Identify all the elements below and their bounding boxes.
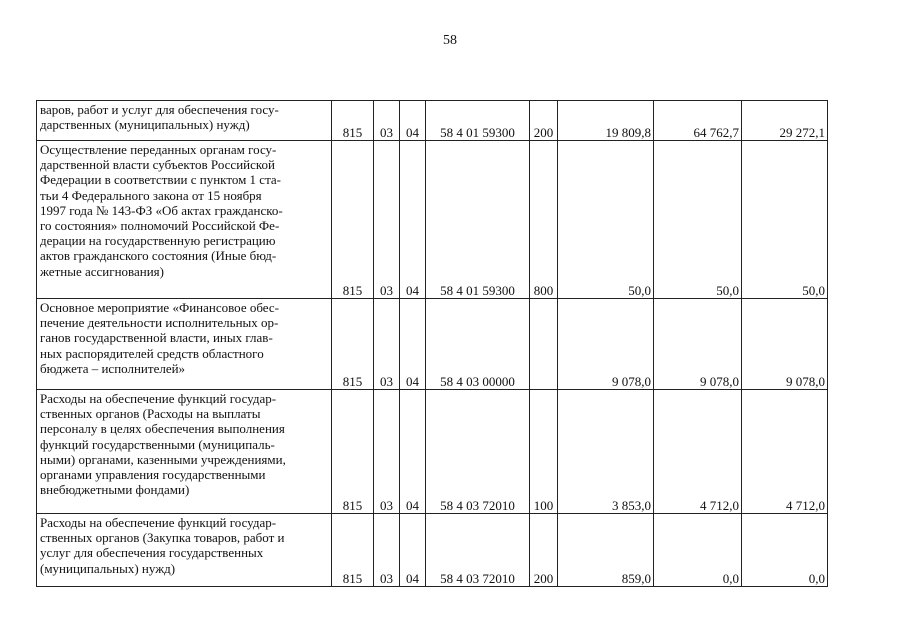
description-line: жетные ассигнования): [40, 263, 164, 279]
expense-type-code: 200: [530, 514, 558, 587]
subsection-code: 04: [400, 141, 426, 299]
section-code: 03: [374, 514, 400, 587]
table-row: [37, 141, 828, 299]
target-article-code: 58 4 01 59300: [426, 101, 530, 141]
description-line: актов гражданского состояния (Иные бюд-: [40, 248, 277, 264]
amount-year-3: 0,0: [742, 514, 828, 587]
row-description: [37, 141, 332, 299]
description-line: ганов государственной власти, иных глав-: [40, 330, 273, 346]
subsection-code: 04: [400, 299, 426, 390]
description-line: услуг для обеспечения государственных: [40, 545, 264, 561]
section-code: 03: [374, 101, 400, 141]
description-line: го состояния» полномочий Российской Фе-: [40, 218, 280, 234]
description-line: персоналу в целях обеспечения выполнения: [40, 421, 285, 437]
description-line: печение деятельности исполнительных ор-: [40, 315, 279, 331]
table-row: [37, 299, 828, 390]
description-line: Основное мероприятие «Финансовое обес-: [40, 300, 279, 315]
description-line: варов, работ и услуг для обеспечения госу-: [40, 102, 279, 117]
description-line: ственных органов (Закупка товаров, работ и: [40, 530, 285, 546]
description-line: Расходы на обеспечение функций государ-: [40, 515, 277, 530]
ministry-code: 815: [332, 299, 374, 390]
description-line: дарственных (муниципальных) нужд): [40, 117, 250, 133]
section-code: 03: [374, 141, 400, 299]
target-article-code: 58 4 03 72010: [426, 390, 530, 514]
expense-type-code: 200: [530, 101, 558, 141]
amount-year-3: 29 272,1: [742, 101, 828, 141]
amount-year-1: 859,0: [558, 514, 654, 587]
row-description: [37, 390, 332, 514]
description-line: Расходы на обеспечение функций государ-: [40, 391, 277, 406]
target-article-code: 58 4 01 59300: [426, 141, 530, 299]
amount-year-2: 9 078,0: [654, 299, 742, 390]
description-line: ственных органов (Расходы на выплаты: [40, 406, 261, 422]
amount-year-1: 19 809,8: [558, 101, 654, 141]
target-article-code: 58 4 03 00000: [426, 299, 530, 390]
budget-table: [36, 100, 828, 587]
amount-year-2: 0,0: [654, 514, 742, 587]
target-article-code: 58 4 03 72010: [426, 514, 530, 587]
ministry-code: 815: [332, 101, 374, 141]
amount-year-3: 9 078,0: [742, 299, 828, 390]
description-line: функций государственными (муниципаль-: [40, 436, 275, 452]
description-line: дерации на государственную регистрацию: [40, 233, 276, 249]
table-body: [37, 101, 828, 587]
ministry-code: 815: [332, 141, 374, 299]
row-description: [37, 299, 332, 390]
table-row: [37, 514, 828, 587]
description-line: Федерации в соответствии с пунктом 1 ста-: [40, 172, 282, 188]
expense-type-code: 800: [530, 141, 558, 299]
table-row: [37, 390, 828, 514]
amount-year-2: 50,0: [654, 141, 742, 299]
description-line: внебюджетными фондами): [40, 482, 190, 498]
ministry-code: 815: [332, 390, 374, 514]
expense-type-code: [530, 299, 558, 390]
row-description: [37, 514, 332, 587]
amount-year-2: 4 712,0: [654, 390, 742, 514]
description-line: Осуществление переданных органам госу-: [40, 142, 277, 157]
expense-type-code: 100: [530, 390, 558, 514]
description-line: ными) органами, казенными учреждениями,: [40, 451, 286, 467]
description-line: тьи 4 Федерального закона от 15 ноября: [40, 187, 262, 203]
subsection-code: 04: [400, 514, 426, 587]
amount-year-1: 9 078,0: [558, 299, 654, 390]
description-line: 1997 года № 143-ФЗ «Об актах гражданско-: [40, 202, 283, 218]
section-code: 03: [374, 390, 400, 514]
amount-year-1: 50,0: [558, 141, 654, 299]
section-code: 03: [374, 299, 400, 390]
table-row: [37, 101, 828, 141]
ministry-code: 815: [332, 514, 374, 587]
subsection-code: 04: [400, 390, 426, 514]
description-line: бюджета – исполнителей»: [40, 360, 186, 376]
amount-year-3: 50,0: [742, 141, 828, 299]
row-description: [37, 101, 332, 141]
description-line: дарственной власти субъектов Российской: [40, 157, 275, 173]
subsection-code: 04: [400, 101, 426, 141]
description-line: ных распорядителей средств областного: [40, 345, 264, 361]
amount-year-3: 4 712,0: [742, 390, 828, 514]
page-number: 58: [443, 33, 457, 48]
description-line: органами управления государственными: [40, 467, 266, 483]
amount-year-1: 3 853,0: [558, 390, 654, 514]
description-line: (муниципальных) нужд): [40, 560, 176, 576]
amount-year-2: 64 762,7: [654, 101, 742, 141]
